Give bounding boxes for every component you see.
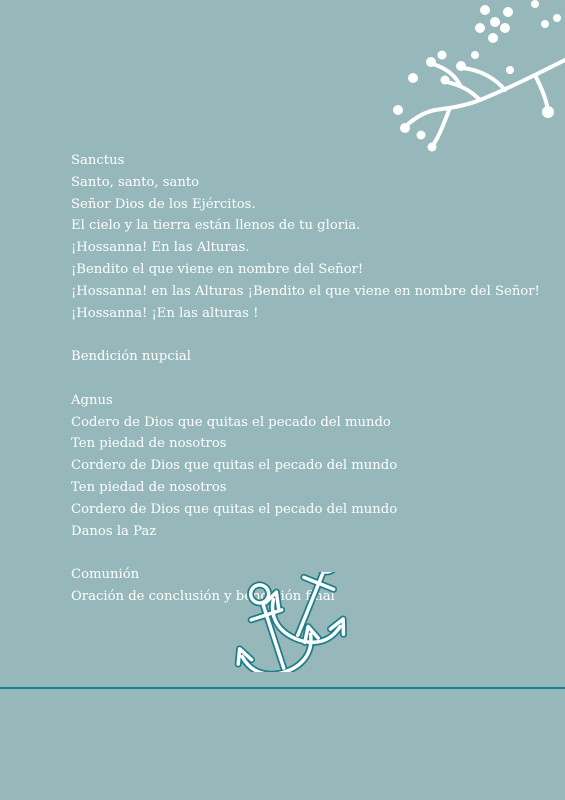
comunion-heading: Comunión [71,567,140,583]
agnus-line: Cordero de Dios que quitas el pecado del mundo [71,458,398,474]
agnus-line: Codero de Dios que quitas el pecado del mundo [71,414,391,430]
sanctus-line: ¡Bendito el que viene en nombre del Señor! [71,261,364,277]
agnus-line: Cordero de Dios que quitas el pecado del mundo [71,501,398,517]
agnus-heading: Agnus [71,392,113,408]
sanctus-line: El cielo y la tierra están llenos de tu gloria. [71,218,361,234]
double-anchor-icon [230,572,370,672]
agnus-line: Danos la Paz [71,523,157,539]
bendicion-heading: Bendición nupcial [71,349,191,365]
sanctus-line: ¡Hossanna! En las Alturas. [71,240,250,256]
footer-divider [0,687,565,689]
liturgy-text [71,150,540,608]
comunion-line: Oración de conclusión y bendición final [71,588,335,604]
agnus-line: Ten piedad de nosotros [71,436,227,452]
sanctus-line: Señor Dios de los Ejércitos. [71,196,256,212]
agnus-line: Ten piedad de nosotros [71,479,227,495]
sanctus-line: ¡Hossanna! en las Alturas ¡Bendito el que viene en nombre del Señor! [71,283,540,299]
sanctus-line: ¡Hossanna! ¡En las alturas ! [71,305,259,321]
sanctus-line: Santo, santo, santo [71,174,200,190]
sanctus-heading: Sanctus [71,153,125,168]
flowering-branch-icon [385,0,565,170]
